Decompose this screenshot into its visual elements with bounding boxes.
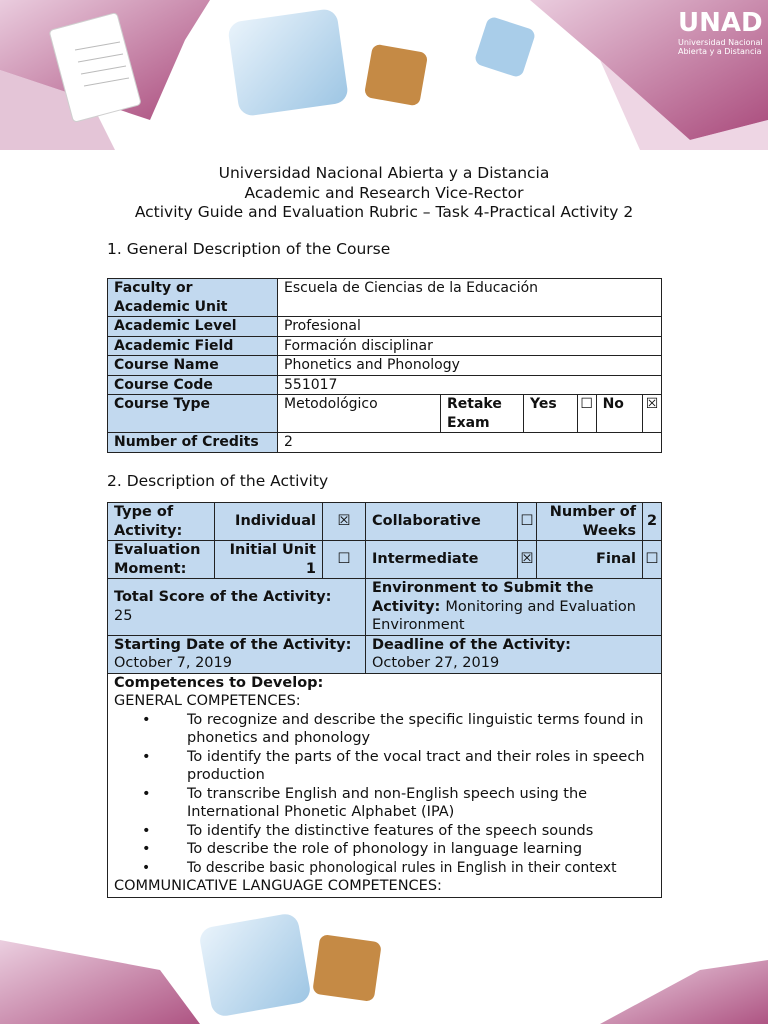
weeks-value: 2 (643, 503, 662, 541)
logo-text: UNAD (678, 8, 763, 38)
deadline-cell (366, 635, 662, 673)
list-item: • To transcribe English and non-English speech using the International Phonetic Alphabet (IPA) (187, 785, 655, 822)
initial-checkbox: ☐ (323, 541, 366, 579)
deadline-label: Deadline of the Activity: (372, 636, 571, 653)
logo-line1: Universidad Nacional (678, 38, 763, 47)
list-item: • To identify the distinctive features of the speech sounds (187, 822, 655, 841)
competences-label: Competences to Develop: (114, 674, 324, 691)
course-type-value: Metodológico (278, 395, 441, 433)
evaluation-moment-label: Evaluation Moment: (108, 541, 215, 579)
credits-value: 2 (278, 433, 662, 453)
field-value: Formación disciplinar (278, 336, 662, 356)
footer-decoration (0, 900, 768, 1024)
activity-table (107, 502, 662, 898)
level-label: Academic Level (108, 317, 278, 337)
final-label: Final (537, 541, 643, 579)
environment-cell (366, 579, 662, 636)
retake-label: Retake Exam (441, 395, 524, 433)
general-competences-label: GENERAL COMPETENCES: (114, 693, 301, 709)
course-code-value: 551017 (278, 375, 662, 395)
no-checkbox: ☒ (643, 395, 662, 433)
individual-label: Individual (215, 503, 323, 541)
total-score-label: Total Score of the Activity: (114, 589, 332, 606)
individual-checkbox: ☒ (323, 503, 366, 541)
initial-label: Initial Unit 1 (215, 541, 323, 579)
list-item: • To identify the parts of the vocal tract and their roles in speech production (187, 748, 655, 785)
faculty-value: Escuela de Ciencias de la Educación (278, 279, 662, 317)
header-line1: Universidad Nacional Abierta y a Distancia (218, 164, 550, 182)
course-type-label: Course Type (108, 395, 278, 433)
section2-title: 2. Description of the Activity (107, 472, 329, 490)
course-name-value: Phonetics and Phonology (278, 356, 662, 376)
faculty-label: Faculty or Academic Unit (108, 279, 278, 317)
course-table (107, 278, 662, 453)
intermediate-checkbox: ☒ (518, 541, 537, 579)
header-line3: Activity Guide and Evaluation Rubric – Task 4-Practical Activity 2 (134, 203, 634, 221)
unad-logo (678, 8, 764, 56)
field-label: Academic Field (108, 336, 278, 356)
list-item: • To recognize and describe the specific linguistic terms found in phonetics and phonology (187, 711, 655, 748)
competences-cell (108, 673, 662, 897)
header-decoration (0, 0, 768, 160)
competences-list (114, 711, 655, 878)
collaborative-checkbox: ☐ (518, 503, 537, 541)
activity-type-label: Type of Activity: (108, 503, 215, 541)
start-date-cell (108, 635, 366, 673)
yes-label: Yes (524, 395, 578, 433)
start-date-label: Starting Date of the Activity: (114, 636, 352, 653)
course-name-label: Course Name (108, 356, 278, 376)
final-checkbox: ☐ (643, 541, 662, 579)
environment-value: Monitoring and Evaluation Environment (372, 598, 636, 633)
deadline-value: October 27, 2019 (372, 655, 500, 671)
no-label: No (596, 395, 642, 433)
list-item: • To describe basic phonological rules in English in their context (187, 859, 655, 878)
list-item: • To describe the role of phonology in language learning (187, 840, 655, 859)
document-header (0, 164, 768, 223)
start-date-value: October 7, 2019 (114, 655, 232, 671)
level-value: Profesional (278, 317, 662, 337)
collaborative-label: Collaborative (366, 503, 518, 541)
course-code-label: Course Code (108, 375, 278, 395)
communicative-competences-label: COMMUNICATIVE LANGUAGE COMPETENCES: (114, 878, 442, 894)
weeks-label: Number of Weeks (537, 503, 643, 541)
yes-checkbox: ☐ (577, 395, 596, 433)
environment-label: Environment to Submit the Activity: (372, 580, 594, 615)
credits-label: Number of Credits (108, 433, 278, 453)
total-score-cell (108, 579, 366, 636)
header-line2: Academic and Research Vice-Rector (244, 183, 524, 202)
section1-title: 1. General Description of the Course (107, 240, 391, 258)
total-score-value: 25 (114, 607, 133, 624)
logo-line2: Abierta y a Distancia (678, 47, 762, 56)
intermediate-label: Intermediate (366, 541, 518, 579)
